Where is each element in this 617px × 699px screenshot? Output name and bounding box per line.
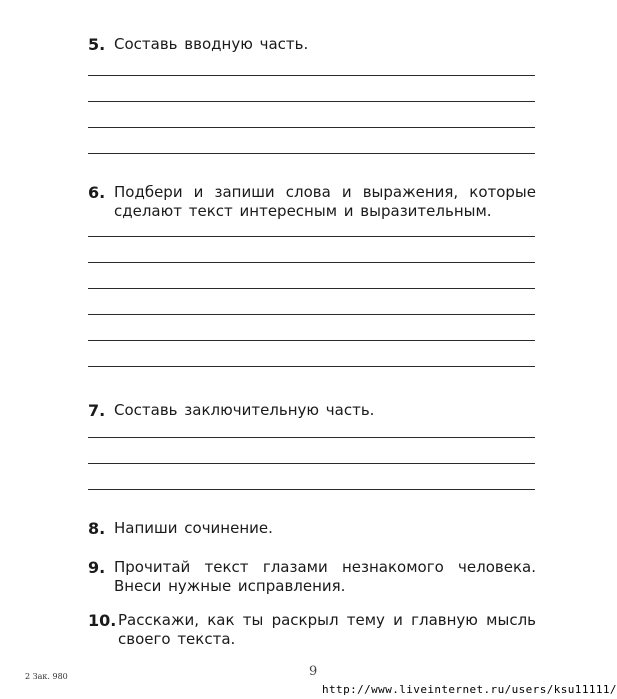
task-number: 8. <box>88 519 106 538</box>
task-text: Составь вводную часть. <box>114 35 309 53</box>
answer-line[interactable] <box>88 127 535 128</box>
answer-line[interactable] <box>88 153 535 154</box>
answer-line[interactable] <box>88 463 535 464</box>
task-text: Расскажи, как ты раскрыл тему и главную мысль своего текста. <box>118 611 536 648</box>
answer-line[interactable] <box>88 366 535 367</box>
answer-line[interactable] <box>88 262 535 263</box>
answer-line[interactable] <box>88 314 535 315</box>
print-code: 2 Зак. 980 <box>25 672 68 681</box>
task-number: 10. <box>88 611 117 630</box>
task-number: 7. <box>88 401 106 420</box>
task-text: Прочитай текст глазами незнакомого человека. Внеси нужные исправления. <box>114 558 536 595</box>
task-number: 5. <box>88 35 106 54</box>
watermark-url: http://www.liveinternet.ru/users/ksu11111/ <box>322 683 617 696</box>
answer-line[interactable] <box>88 288 535 289</box>
task-text: Подбери и запиши слова и выражения, которые сделают текст интересным и выразительным. <box>114 183 536 220</box>
answer-line[interactable] <box>88 340 535 341</box>
answer-line[interactable] <box>88 437 535 438</box>
task-text: Напиши сочинение. <box>114 519 273 537</box>
answer-line[interactable] <box>88 75 535 76</box>
page-number: 9 <box>309 664 318 679</box>
task-number: 6. <box>88 183 106 202</box>
answer-line[interactable] <box>88 236 535 237</box>
task-text: Составь заключительную часть. <box>114 401 375 419</box>
task-number: 9. <box>88 558 106 577</box>
answer-line[interactable] <box>88 101 535 102</box>
answer-line[interactable] <box>88 489 535 490</box>
